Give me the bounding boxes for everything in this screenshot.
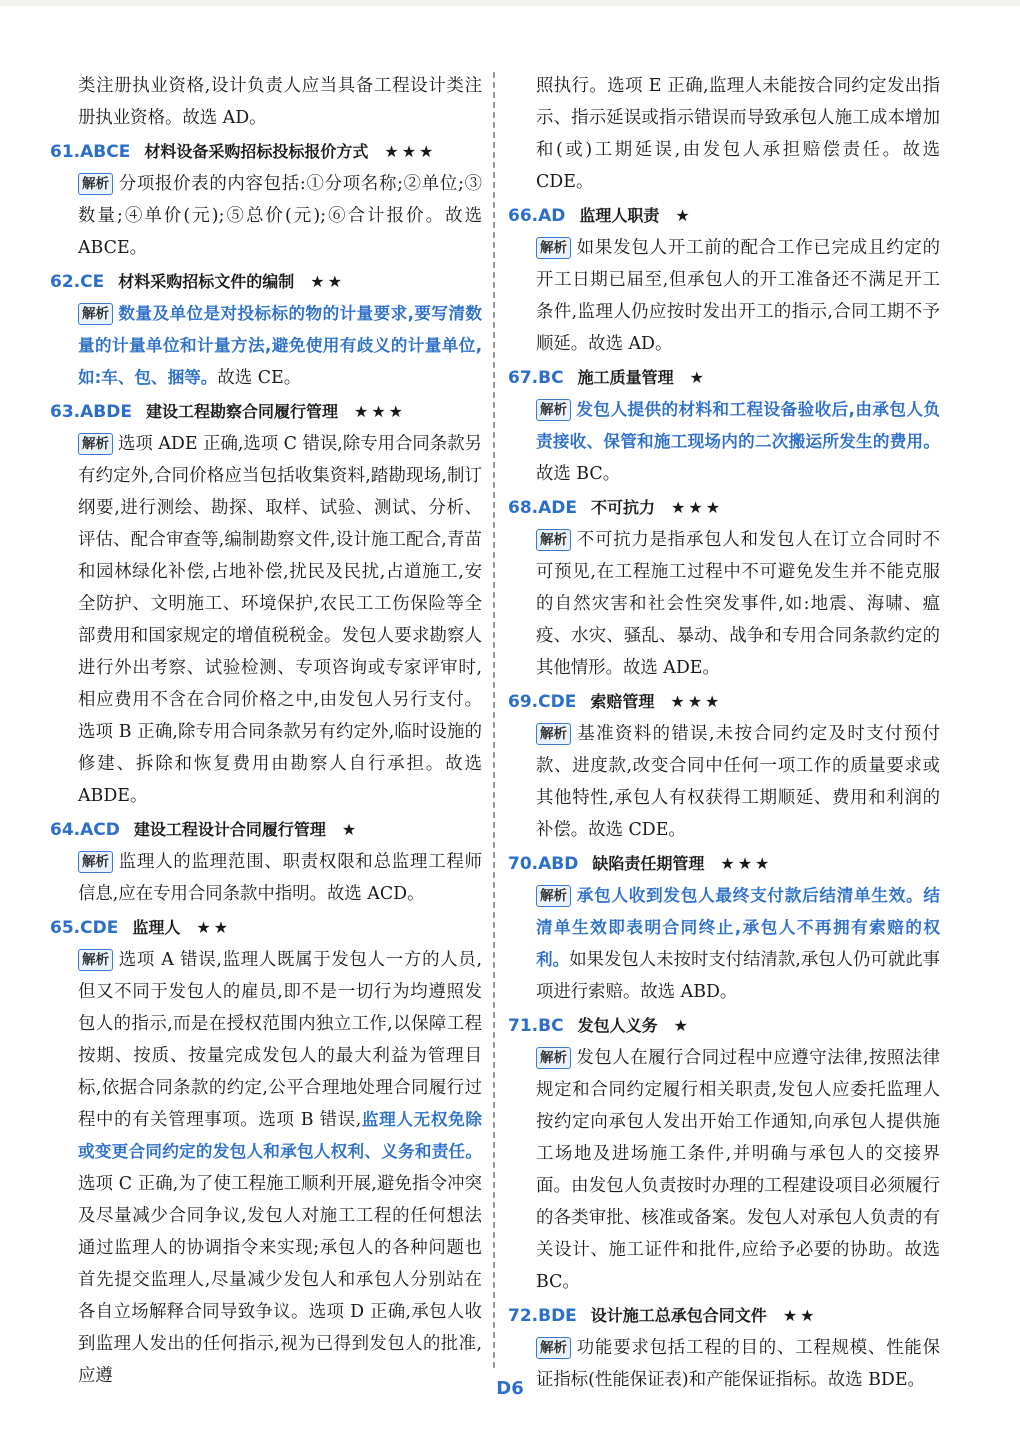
question-65-explanation	[78, 944, 482, 1392]
question-62-topic: 材料采购招标文件的编制	[118, 272, 295, 291]
left-column	[50, 70, 482, 1392]
analysis-tag: 解析	[536, 399, 571, 421]
question-62-highlight: 数量及单位是对投标标的物的计量要求,要写清数量的计量单位和计量方法,避免使用有歧义的计量单位,如:车、包、捆等。	[78, 304, 482, 387]
page-number: D6	[496, 1378, 524, 1399]
question-65-stars: ★★	[196, 918, 232, 937]
question-67-explanation	[536, 394, 940, 490]
question-72-number: 72.BDE	[508, 1306, 577, 1326]
question-69	[508, 686, 940, 846]
question-67	[508, 362, 940, 490]
question-67-header	[508, 362, 940, 394]
question-64-text: 监理人的监理范围、职责权限和总监理工程师信息,应在专用合同条款中指明。故选 ACD。	[78, 852, 482, 904]
question-65	[50, 912, 482, 1392]
question-69-number: 69.CDE	[508, 692, 577, 712]
question-64-number: 64.ACD	[50, 820, 120, 840]
analysis-tag: 解析	[536, 529, 571, 551]
question-65-text-after: 选项 C 正确,为了使工程施工顺利开展,避免指令冲突及尽量减少合同争议,发包人对施工工程的任何想法通过监理人的协调指令来实现;承包人的各种问题也首先提交监理人,尽量减少发包人和承包人分别站在各自立场解释合同导致争议。选项 D 正确,承包人收到监理人发出的任何指示,视为已得到发包人的批准,应遵	[78, 1174, 482, 1386]
question-68-stars: ★★★	[671, 498, 724, 517]
analysis-tag: 解析	[78, 433, 113, 455]
question-64	[50, 814, 482, 910]
right-continuation-text: 照执行。选项 E 正确,监理人未能按合同约定发出指示、指示延误或指示错误而导致承包人施工成本增加和(或)工期延误,由发包人承担赔偿责任。故选 CDE。	[536, 76, 940, 192]
question-65-number: 65.CDE	[50, 918, 119, 938]
question-69-header	[508, 686, 940, 718]
question-62-text-after: 故选 CE。	[217, 368, 302, 388]
question-64-header	[50, 814, 482, 846]
question-67-number: 67.BC	[508, 368, 564, 388]
question-63-number: 63.ABDE	[50, 402, 132, 422]
question-68-explanation	[536, 524, 940, 684]
question-71-text: 发包人在履行合同过程中应遵守法律,按照法律规定和合同约定履行相关职责,发包人应委托监理人按约定向承包人发出开始工作通知,向承包人提供施工场地及进场施工条件,并明确与承包人的交接界面。由发包人负责按时办理的工程建设项目必须履行的各类审批、核准或备案。发包人对承包人负责的有关设计、施工证件和批件,应给予必要的协助。故选 BC。	[536, 1048, 940, 1292]
question-72-text: 功能要求包括工程的目的、工程规模、性能保证指标(性能保证表)和产能保证指标。故选 BDE。	[536, 1338, 940, 1390]
question-69-explanation	[536, 718, 940, 846]
question-61-header	[50, 136, 482, 168]
question-62-explanation	[78, 298, 482, 394]
question-71	[508, 1010, 940, 1298]
question-69-stars: ★★★	[670, 692, 723, 711]
question-67-topic: 施工质量管理	[577, 368, 674, 387]
question-70-stars: ★★★	[720, 854, 773, 873]
question-70	[508, 848, 940, 1008]
question-71-explanation	[536, 1042, 940, 1298]
question-61-explanation	[78, 168, 482, 264]
question-64-topic: 建设工程设计合同履行管理	[133, 820, 326, 839]
question-69-text: 基准资料的错误,未按合同约定及时支付预付款、进度款,改变合同中任何一项工作的质量要求或其他特性,承包人有权获得工期顺延、费用和利润的补偿。故选 CDE。	[536, 724, 940, 840]
analysis-tag: 解析	[536, 1047, 571, 1069]
question-65-header	[50, 912, 482, 944]
question-72-topic: 设计施工总承包合同文件	[590, 1306, 767, 1325]
question-70-highlight: 承包人收到发包人最终支付款后结清单生效。结清单生效即表明合同终止,承包人不再拥有索赔的权利。	[536, 886, 940, 969]
question-65-text-before: 选项 A 错误,监理人既属于发包人一方的人员,但又不同于发包人的雇员,即不是一切行为均遵照发包人的指示,而是在授权范围内独立工作,以保障工程按期、按质、按量完成发包人的最大利益为管理目标,依据合同条款的约定,公平合理地处理合同履行过程中的有关管理事项。选项 B 错误,	[78, 950, 482, 1130]
question-71-header	[508, 1010, 940, 1042]
question-61-topic: 材料设备采购招标投标报价方式	[144, 142, 369, 161]
question-63-stars: ★★★	[353, 402, 407, 421]
question-72-header	[508, 1300, 940, 1332]
question-63-explanation	[78, 428, 482, 812]
question-66-stars: ★	[675, 206, 693, 225]
question-62-header	[50, 266, 482, 298]
analysis-tag: 解析	[78, 303, 113, 325]
question-70-text-after: 如果发包人未按时支付结清款,承包人仍可就此事项进行索赔。故选 ABD。	[536, 950, 941, 1002]
question-62	[50, 266, 482, 394]
question-69-topic: 索赔管理	[590, 692, 655, 711]
analysis-tag: 解析	[536, 1337, 571, 1359]
question-67-highlight: 发包人提供的材料和工程设备验收后,由承包人负责接收、保管和施工现场内的二次搬运所发生的费用。	[536, 400, 940, 451]
question-61-number: 61.ABCE	[50, 142, 131, 162]
question-68-header	[508, 492, 940, 524]
question-70-header	[508, 848, 940, 880]
question-64-stars: ★	[341, 820, 360, 839]
question-61-stars: ★★★	[384, 142, 437, 161]
question-72-stars: ★★	[782, 1306, 818, 1325]
question-70-topic: 缺陷责任期管理	[592, 854, 705, 873]
question-66-topic: 监理人职责	[579, 206, 660, 225]
question-66	[508, 200, 940, 360]
analysis-tag: 解析	[536, 885, 571, 907]
analysis-tag: 解析	[536, 723, 571, 745]
analysis-tag: 解析	[78, 851, 113, 873]
question-68-topic: 不可抗力	[591, 498, 656, 517]
question-71-topic: 发包人义务	[577, 1016, 658, 1035]
question-63	[50, 396, 482, 812]
question-66-explanation	[536, 232, 940, 360]
question-61-text: 分项报价表的内容包括:①分项名称;②单位;③数量;④单价(元);⑤总价(元);⑥合计报价。故选 ABCE。	[78, 174, 482, 258]
question-63-header	[50, 396, 482, 428]
question-67-text-after: 故选 BC。	[536, 464, 621, 484]
column-divider	[493, 72, 495, 1368]
question-70-explanation	[536, 880, 940, 1008]
question-66-header	[508, 200, 940, 232]
question-63-text: 选项 ADE 正确,选项 C 错误,除专用合同条款另有约定外,合同价格应当包括收集资料,踏勘现场,制订纲要,进行测绘、勘探、取样、试验、测试、分析、评估、配合审查等,编制勘察文件,设计施工配合,青苗和园林绿化补偿,占地补偿,扰民及民扰,占道施工,安全防护、文明施工、环境保护,农民工工伤保险等全部费用和国家规定的增值税税金。发包人要求勘察人进行外出考察、试验检测、专项咨询或专家评审时,相应费用不含在合同价格之中,由发包人另行支付。选项 B 正确,除专用合同条款另有约定外,临时设施的修建、拆除和恢复费用由勘察人自行承担。故选 ABDE。	[78, 434, 482, 806]
analysis-tag: 解析	[78, 949, 113, 971]
question-63-topic: 建设工程勘察合同履行管理	[145, 402, 338, 421]
top-edge-stripe	[0, 0, 1020, 6]
question-71-stars: ★	[673, 1016, 691, 1035]
question-66-text: 如果发包人开工前的配合工作已完成且约定的开工日期已届至,但承包人的开工准备还不满足开工条件,监理人仍应按时发出开工的指示,合同工期不予顺延。故选 AD。	[536, 238, 940, 354]
question-66-number: 66.AD	[508, 206, 566, 226]
question-65-highlight: 监理人无权免除或变更合同约定的发包人和承包人权利、义务和责任。	[78, 1110, 483, 1161]
left-continuation-text: 类注册执业资格,设计负责人应当具备工程设计类注册执业资格。故选 AD。	[78, 76, 482, 128]
question-68	[508, 492, 940, 684]
question-62-stars: ★★	[310, 272, 345, 291]
question-64-explanation	[78, 846, 482, 910]
analysis-tag: 解析	[536, 237, 571, 259]
question-70-number: 70.ABD	[508, 854, 579, 874]
question-67-stars: ★	[689, 368, 707, 387]
question-68-number: 68.ADE	[508, 498, 577, 518]
analysis-tag: 解析	[78, 173, 113, 195]
question-62-number: 62.CE	[50, 272, 105, 292]
question-68-text: 不可抗力是指承包人和发包人在订立合同时不可预见,在工程施工过程中不可避免发生并不能克服的自然灾害和社会性突发事件,如:地震、海啸、瘟疫、水灾、骚乱、暴动、战争和专用合同条款约定的其他情形。故选 ADE。	[536, 530, 940, 678]
right-column	[508, 70, 940, 1396]
question-71-number: 71.BC	[508, 1016, 564, 1036]
question-61	[50, 136, 482, 264]
question-65-topic: 监理人	[132, 918, 181, 937]
